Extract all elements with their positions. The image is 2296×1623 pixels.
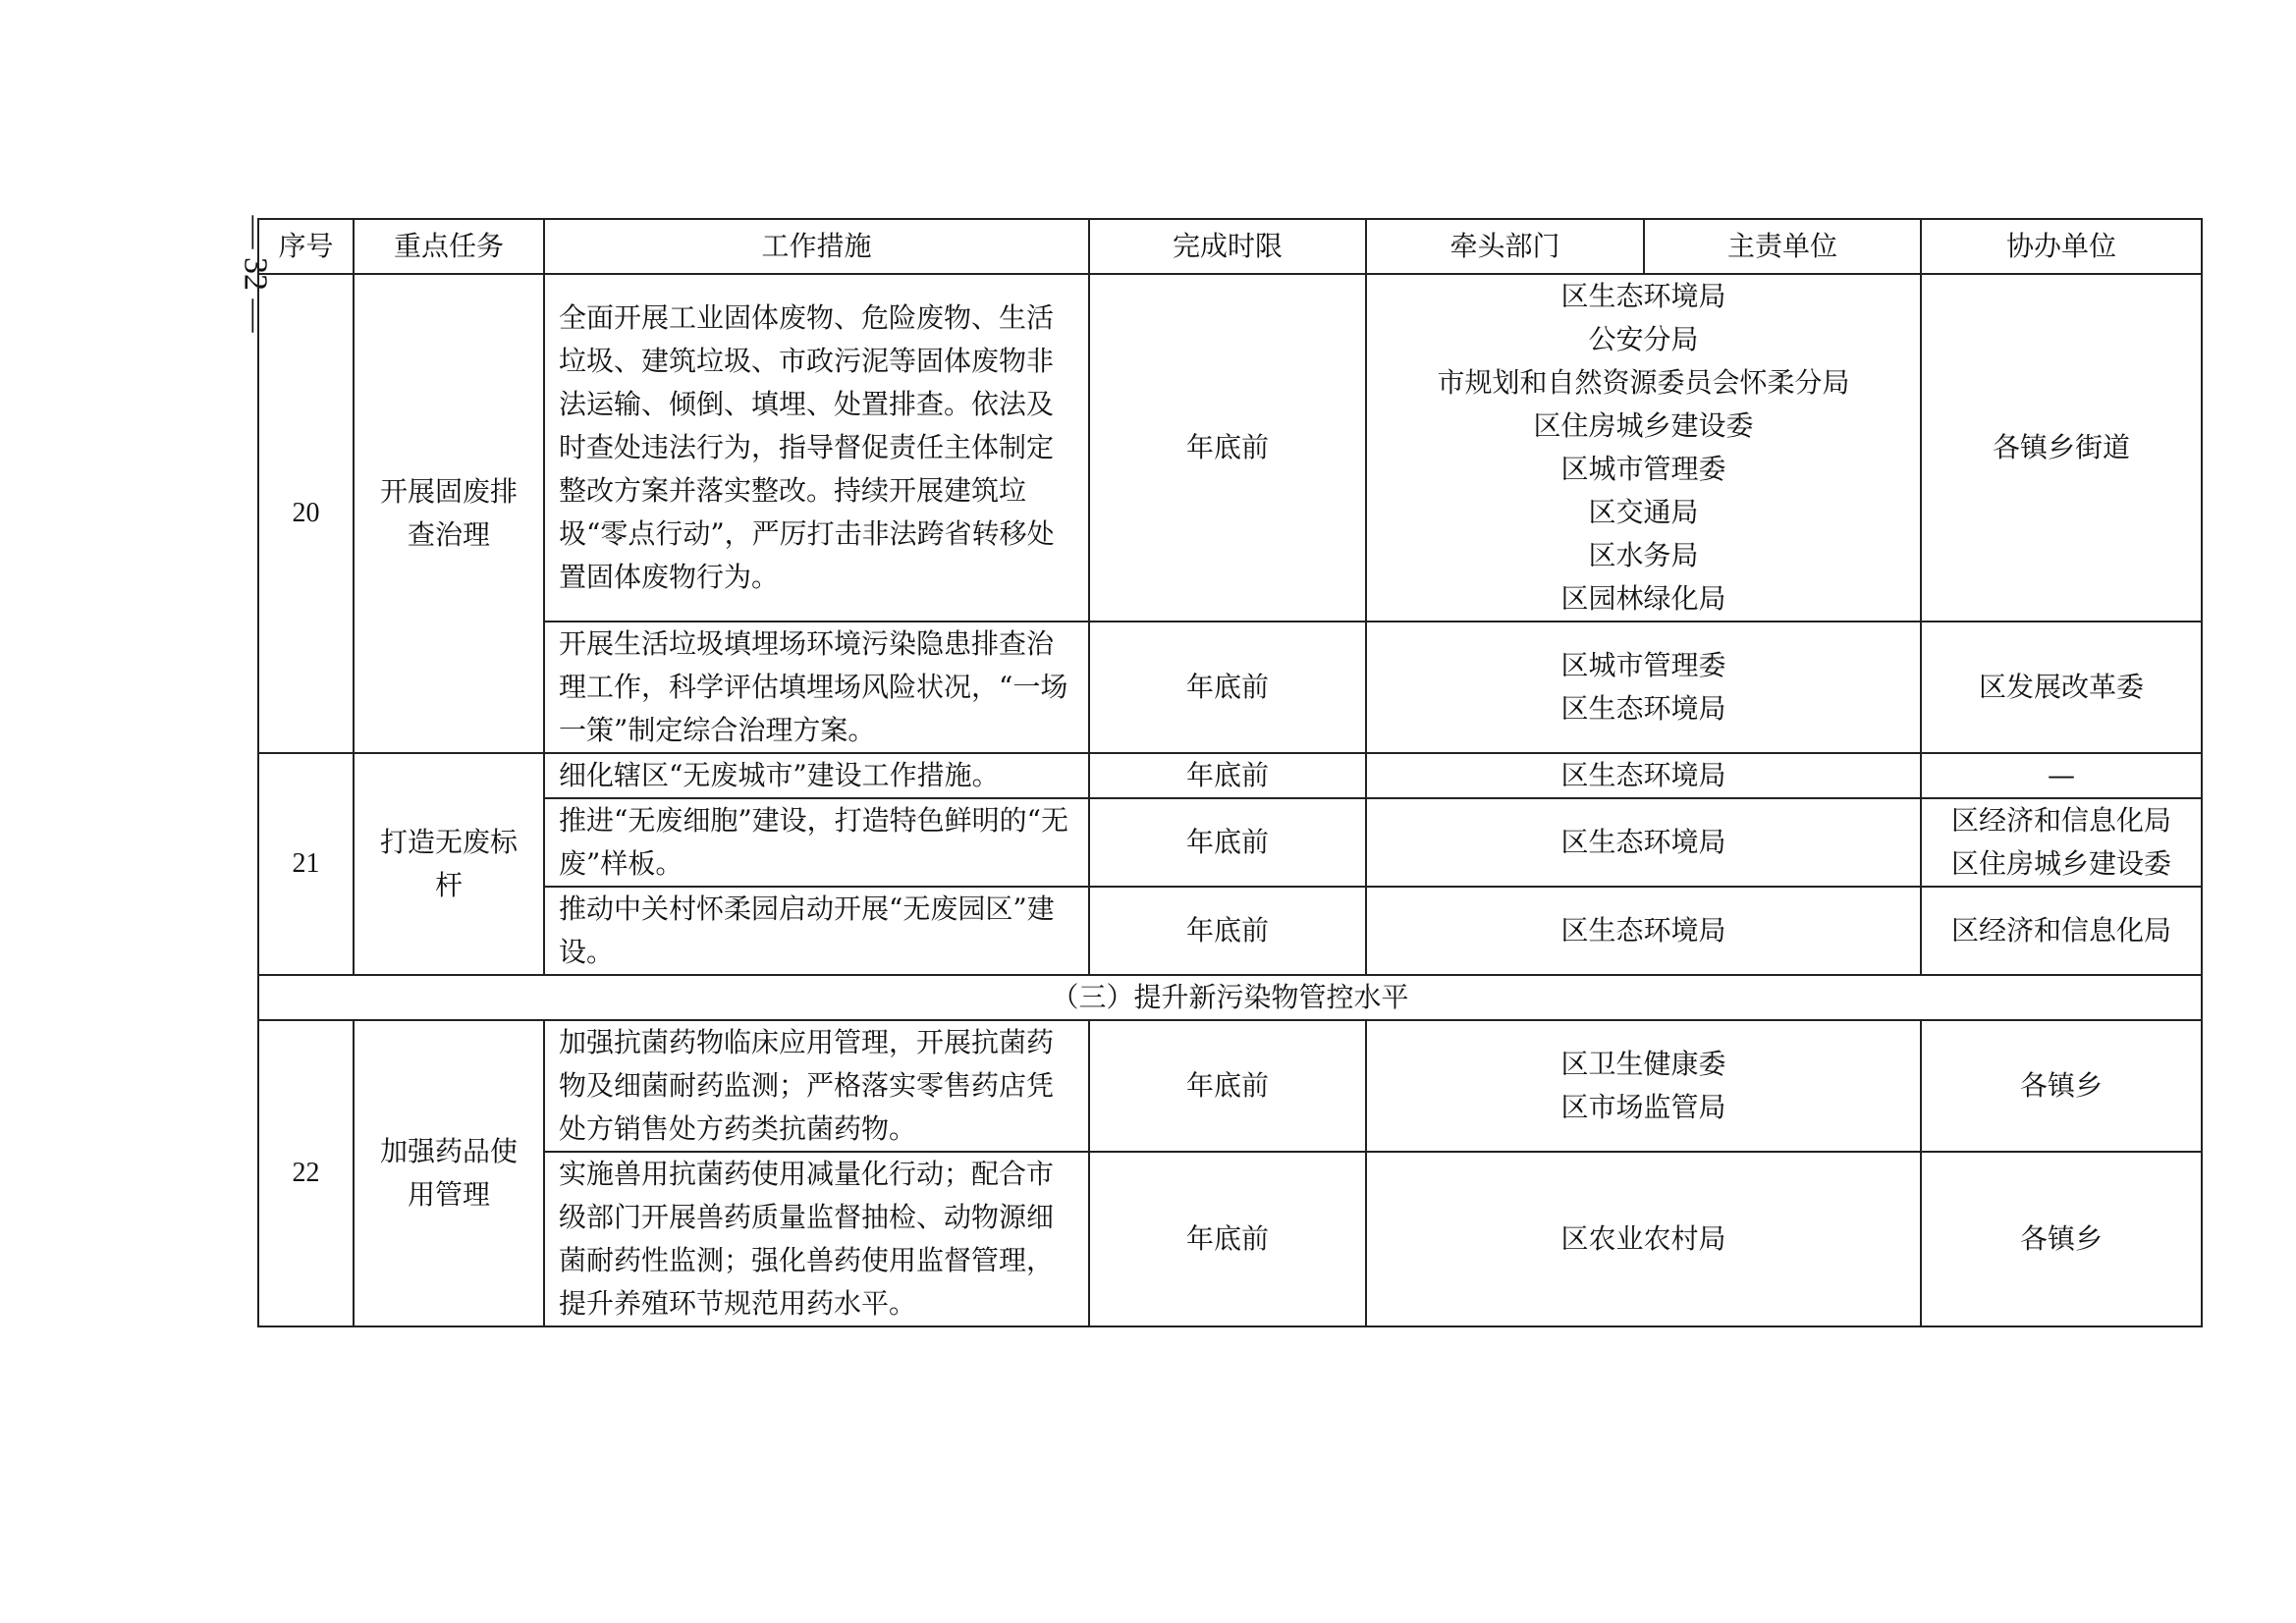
lead-unit: 区水务局 (1588, 539, 1699, 571)
measure-text: 加强抗菌药物临床应用管理，开展抗菌药物及细菌耐药监测；严格落实零售药店凭处方销售处方药类抗菌药物。 (544, 1020, 1089, 1152)
deadline: 年底前 (1089, 887, 1366, 975)
deadline: 年底前 (1089, 274, 1366, 622)
assist-unit: 各镇乡 (1921, 1152, 2202, 1326)
measure-text: 细化辖区“无废城市”建设工作措施。 (544, 753, 1089, 798)
assist-unit: — (1921, 753, 2202, 798)
task-name: 加强药品使用管理 (354, 1020, 544, 1326)
lead-unit: 区农业农村局 (1366, 1152, 1921, 1326)
measure-text: 实施兽用抗菌药使用减量化行动；配合市级部门开展兽药质量监督抽检、动物源细菌耐药性监测；强化兽药使用监督管理，提升养殖环节规范用药水平。 (544, 1152, 1089, 1326)
assist-unit: 各镇乡街道 (1921, 274, 2202, 622)
deadline: 年底前 (1089, 798, 1366, 887)
lead-unit: 区交通局 (1588, 496, 1699, 528)
header-deadline: 完成时限 (1089, 219, 1366, 274)
table-row (258, 753, 2202, 798)
lead-unit: 区城市管理委 (1560, 453, 1726, 485)
deadline: 年底前 (1089, 1152, 1366, 1326)
measure-text: 推进“无废细胞”建设，打造特色鲜明的“无废”样板。 (544, 798, 1089, 887)
lead-unit: 区卫生健康委 (1560, 1048, 1726, 1080)
table-header-row (258, 219, 2202, 274)
row-number: 20 (258, 274, 354, 753)
assist-unit: 区经济和信息化局 (1921, 887, 2202, 975)
header-responsible: 主责单位 (1644, 219, 1921, 274)
deadline: 年底前 (1089, 753, 1366, 798)
measure-text: 推动中关村怀柔园启动开展“无废园区”建设。 (544, 887, 1089, 975)
assist-unit: 区发展改革委 (1921, 622, 2202, 753)
row-number: 21 (258, 753, 354, 975)
lead-unit: 区园林绿化局 (1560, 582, 1726, 615)
task-name: 开展固废排查治理 (354, 274, 544, 753)
deadline: 年底前 (1089, 622, 1366, 753)
task-table (257, 218, 2203, 1327)
table-row (258, 622, 2202, 753)
lead-unit: 区生态环境局 (1366, 887, 1921, 975)
table-row (258, 1020, 2202, 1152)
lead-unit: 市规划和自然资源委员会怀柔分局 (1437, 366, 1850, 399)
measure-text: 开展生活垃圾填埋场环境污染隐患排查治理工作，科学评估填埋场风险状况，“一场一策”制定综合治理方案。 (544, 622, 1089, 753)
assist-unit: 区经济和信息化局 (1950, 804, 2171, 837)
task-name: 打造无废标杆 (354, 753, 544, 975)
lead-unit: 公安分局 (1588, 323, 1699, 355)
section-title: （三）提升新污染物管控水平 (258, 975, 2202, 1020)
page-number: — 32 — (237, 215, 274, 333)
lead-unit: 区市场监管局 (1560, 1091, 1726, 1123)
header-no: 序号 (258, 219, 354, 274)
assist-unit: 各镇乡 (1921, 1020, 2202, 1152)
lead-unit: 区生态环境局 (1560, 280, 1726, 312)
assist-unit: 区住房城乡建设委 (1950, 847, 2171, 880)
header-measure: 工作措施 (544, 219, 1089, 274)
deadline: 年底前 (1089, 1020, 1366, 1152)
lead-unit: 区生态环境局 (1366, 753, 1921, 798)
section-row (258, 975, 2202, 1020)
lead-units (1366, 622, 1921, 753)
lead-unit: 区生态环境局 (1366, 798, 1921, 887)
header-task: 重点任务 (354, 219, 544, 274)
lead-unit: 区住房城乡建设委 (1533, 409, 1754, 442)
table-row (258, 887, 2202, 975)
lead-unit: 区城市管理委 (1560, 649, 1726, 681)
measure-text: 全面开展工业固体废物、危险废物、生活垃圾、建筑垃圾、市政污泥等固体废物非法运输、倾倒、填埋、处置排查。依法及时查处违法行为，指导督促责任主体制定整改方案并落实整改。持续开展建筑垃圾“零点行动”，严厉打击非法跨省转移处置固体废物行为。 (544, 274, 1089, 622)
assist-units (1921, 798, 2202, 887)
table-row (258, 1152, 2202, 1326)
header-lead-dept: 牵头部门 (1366, 219, 1644, 274)
table-row (258, 798, 2202, 887)
lead-unit: 区生态环境局 (1560, 692, 1726, 725)
header-assist: 协办单位 (1921, 219, 2202, 274)
lead-units (1366, 1020, 1921, 1152)
lead-units (1366, 274, 1921, 622)
row-number: 22 (258, 1020, 354, 1326)
table-row (258, 274, 2202, 622)
